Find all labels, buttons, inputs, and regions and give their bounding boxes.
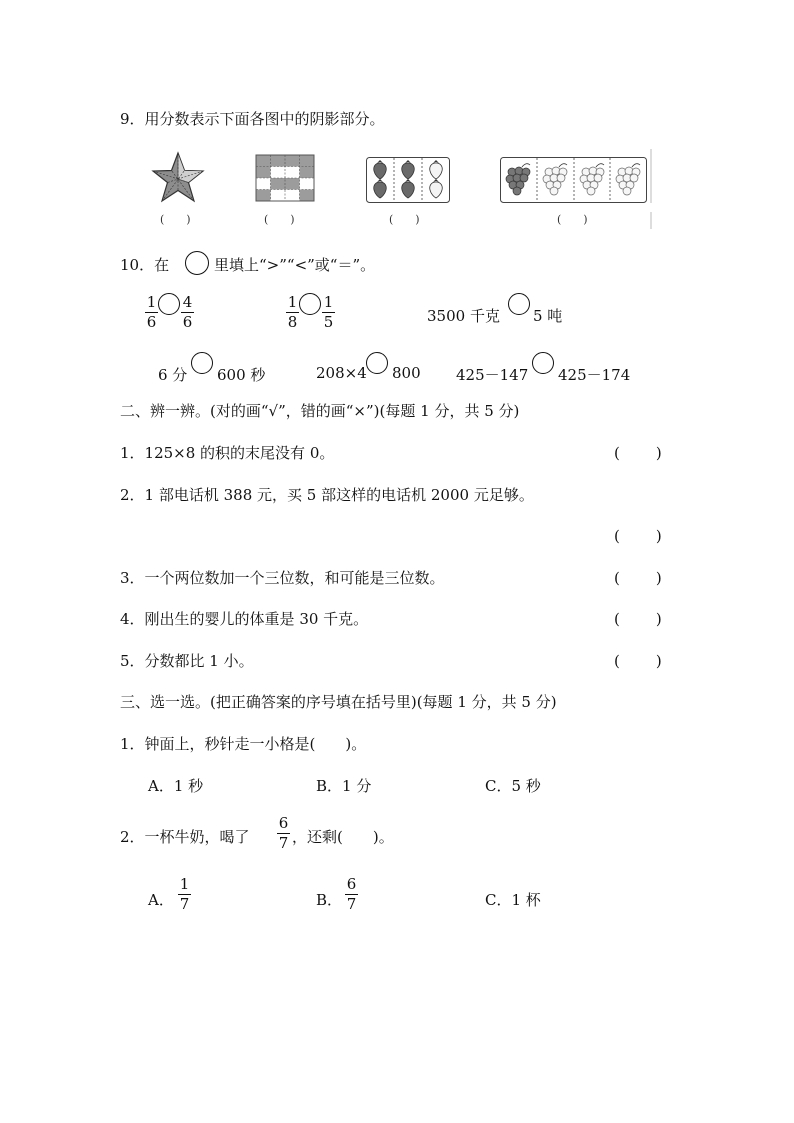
judge-answer-5[interactable]: ( ) xyxy=(614,652,664,670)
fraction-6-7: 6 7 xyxy=(278,814,289,852)
q9-answer-blank-1[interactable]: ( ) xyxy=(160,213,191,226)
compare-4-left: 6 分 xyxy=(158,366,188,384)
star-figure xyxy=(151,152,205,204)
judge-item-2: 2．1 部电话机 388 元，买 5 部这样的电话机 2000 元足够。 xyxy=(120,486,534,504)
grid-figure xyxy=(256,155,314,201)
compare-6-left: 425－147 xyxy=(456,366,529,384)
q9-title: 9．用分数表示下面各图中的阴影部分。 xyxy=(120,110,385,128)
q9-answer-blank-4[interactable]: ( ) xyxy=(557,213,588,226)
choice-q1-option-b[interactable]: B．1 分 xyxy=(316,777,372,795)
compare-circle-2[interactable] xyxy=(299,293,321,315)
choice-q2-option-b-fraction[interactable]: 6 7 xyxy=(346,875,357,913)
q9-answer-blank-3[interactable]: ( ) xyxy=(389,213,420,226)
compare-3-right: 5 吨 xyxy=(533,307,563,325)
q10-suffix: 里填上“>”“<”或“＝”。 xyxy=(214,256,376,274)
judge-answer-1[interactable]: ( ) xyxy=(614,444,664,462)
q10-circle-example xyxy=(185,251,209,275)
choice-q2-stem-pre: 2．一杯牛奶，喝了 xyxy=(120,828,250,846)
judge-item-5: 5．分数都比 1 小。 xyxy=(120,652,254,670)
fraction-4-6-right: 4 6 xyxy=(182,293,193,331)
q9-answer-blank-2[interactable]: ( ) xyxy=(264,213,295,226)
choice-q2-option-a-label[interactable]: A． xyxy=(148,891,174,909)
fraction-1-6-left: 1 6 xyxy=(146,293,157,331)
compare-circle-1[interactable] xyxy=(158,293,180,315)
judge-item-3: 3．一个两位数加一个三位数，和可能是三位数。 xyxy=(120,569,445,587)
choice-q1-option-a[interactable]: A．1 秒 xyxy=(148,777,204,795)
choice-q2-option-a-fraction[interactable]: 1 7 xyxy=(179,875,190,913)
compare-circle-3[interactable] xyxy=(508,293,530,315)
compare-4-right: 600 秒 xyxy=(217,366,266,384)
choice-q2-option-c[interactable]: C．1 杯 xyxy=(485,891,541,909)
compare-circle-4[interactable] xyxy=(191,352,213,374)
section-3-title: 三、选一选。(把正确答案的序号填在括号里)(每题 1 分，共 5 分) xyxy=(120,693,557,711)
judge-answer-3[interactable]: ( ) xyxy=(614,569,664,587)
choice-q1-option-c[interactable]: C．5 秒 xyxy=(485,777,541,795)
compare-circle-5[interactable] xyxy=(366,352,388,374)
compare-circle-6[interactable] xyxy=(532,352,554,374)
choice-q1-stem: 1．钟面上，秒针走一小格是( )。 xyxy=(120,735,367,753)
fraction-1-8-left: 1 8 xyxy=(287,293,298,331)
q10-prefix: 10．在 xyxy=(120,256,170,274)
section-2-title: 二、辨一辨。(对的画“√”，错的画“×”)(每题 1 分，共 5 分) xyxy=(120,402,520,420)
judge-answer-4[interactable]: ( ) xyxy=(614,610,664,628)
compare-5-right: 800 xyxy=(392,364,421,382)
judge-item-1: 1．125×8 的积的末尾没有 0。 xyxy=(120,444,335,462)
judge-item-4: 4．刚出生的婴儿的体重是 30 千克。 xyxy=(120,610,369,628)
choice-q2-stem-post: ，还剩( )。 xyxy=(292,828,394,846)
strawberry-figure xyxy=(366,157,450,203)
compare-6-right: 425－174 xyxy=(558,366,631,384)
compare-5-left: 208×4 xyxy=(316,364,367,382)
fraction-1-5-right: 1 5 xyxy=(323,293,334,331)
compare-3-left: 3500 千克 xyxy=(427,307,500,325)
judge-answer-2[interactable]: ( ) xyxy=(614,527,664,545)
choice-q2-option-b-label[interactable]: B． xyxy=(316,891,343,909)
grapes-figure xyxy=(500,157,652,203)
